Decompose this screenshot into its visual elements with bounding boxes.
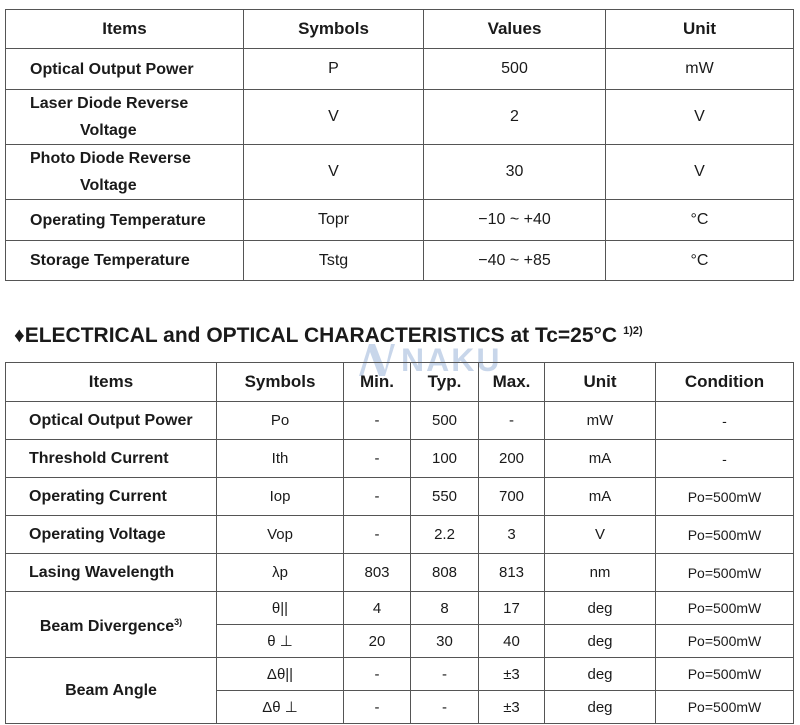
unit-cell: deg [545,592,656,625]
value-cell: 500 [424,49,606,90]
max-cell: 17 [479,592,545,625]
item-cell: Storage Temperature [6,241,244,281]
column-header: Unit [606,10,794,49]
unit-cell: V [545,516,656,554]
value-cell: −10 ~ +40 [424,200,606,241]
item-cell: Beam Angle [6,658,217,724]
item-cell [6,145,244,200]
item-line: Voltage [80,122,137,139]
unit-cell: mW [545,402,656,440]
unit-cell: mW [606,49,794,90]
item-cell: Operating Temperature [6,200,244,241]
unit-cell: mA [545,440,656,478]
column-header: Symbols [244,10,424,49]
table-row [6,440,794,478]
value-cell: −40 ~ +85 [424,241,606,281]
column-header: Typ. [411,363,479,402]
value-cell: 2 [424,90,606,145]
condition-cell: Po=500mW [656,554,794,592]
table-header-row [6,10,794,49]
item-line: Laser Diode Reverse [30,95,189,112]
item-line: Voltage [80,177,137,194]
item-cell: Optical Output Power [6,49,244,90]
condition-cell: - [656,402,794,440]
symbol-cell: Ith [217,440,344,478]
max-cell: 200 [479,440,545,478]
typ-cell: 550 [411,478,479,516]
symbol-cell: Po [217,402,344,440]
unit-cell: V [606,90,794,145]
condition-cell: Po=500mW [656,691,794,724]
item-cell [6,90,244,145]
symbol-cell: V [244,90,424,145]
table-row [6,402,794,440]
typ-cell: 30 [411,625,479,658]
typ-cell: 100 [411,440,479,478]
section-heading-text: ♦ELECTRICAL and OPTICAL CHARACTERISTICS at Tc=25°C [14,324,618,347]
item-cell: Lasing Wavelength [6,554,217,592]
min-cell: 4 [344,592,411,625]
max-cell: 700 [479,478,545,516]
condition-cell: - [656,440,794,478]
symbol-cell: Vop [217,516,344,554]
condition-cell: Po=500mW [656,478,794,516]
item-cell [6,592,217,658]
table-row [6,554,794,592]
typ-cell: 8 [411,592,479,625]
electrical-optical-table [5,362,794,724]
symbol-cell: θ ⊥ [217,625,344,658]
item-cell: Threshold Current [6,440,217,478]
symbol-cell: P [244,49,424,90]
item-cell: Optical Output Power [6,402,217,440]
column-header: Unit [545,363,656,402]
min-cell: - [344,402,411,440]
condition-cell: Po=500mW [656,658,794,691]
max-cell: ±3 [479,691,545,724]
table-row [6,592,794,625]
min-cell: - [344,691,411,724]
unit-cell: deg [545,691,656,724]
condition-cell: Po=500mW [656,516,794,554]
unit-cell: °C [606,241,794,281]
column-header: Min. [344,363,411,402]
typ-cell: - [411,658,479,691]
table-row [6,516,794,554]
min-cell: - [344,478,411,516]
unit-cell: nm [545,554,656,592]
symbol-cell: λp [217,554,344,592]
unit-cell: V [606,145,794,200]
typ-cell: 2.2 [411,516,479,554]
item-footnote: 3) [174,617,183,627]
typ-cell: - [411,691,479,724]
column-header: Items [6,363,217,402]
table-row [6,90,794,145]
typ-cell: 500 [411,402,479,440]
symbol-cell: Δθ ⊥ [217,691,344,724]
symbol-cell: Iop [217,478,344,516]
item-line: Photo Diode Reverse [30,150,191,167]
unit-cell: deg [545,658,656,691]
symbol-cell: Tstg [244,241,424,281]
column-header: Max. [479,363,545,402]
absolute-ratings-table [5,9,794,281]
column-header: Condition [656,363,794,402]
max-cell: 813 [479,554,545,592]
item-cell: Operating Voltage [6,516,217,554]
unit-cell: deg [545,625,656,658]
value-cell: 30 [424,145,606,200]
item-label: Beam Divergence [39,618,175,635]
column-header: Symbols [217,363,344,402]
heading-footnote: 1)2) [623,325,643,337]
min-cell: 20 [344,625,411,658]
min-cell: - [344,658,411,691]
min-cell: 803 [344,554,411,592]
symbol-cell: Δθ|| [217,658,344,691]
min-cell: - [344,516,411,554]
max-cell: 3 [479,516,545,554]
table-row [6,145,794,200]
unit-cell: mA [545,478,656,516]
table-header-row [6,363,794,402]
table-row [6,658,794,691]
min-cell: - [344,440,411,478]
condition-cell: Po=500mW [656,592,794,625]
condition-cell: Po=500mW [656,625,794,658]
symbol-cell: θ|| [217,592,344,625]
column-header: Items [6,10,244,49]
watermark-text: NAKU [401,341,502,378]
column-header: Values [424,10,606,49]
max-cell: - [479,402,545,440]
typ-cell: 808 [411,554,479,592]
max-cell: ±3 [479,658,545,691]
unit-cell: °C [606,200,794,241]
table-row [6,49,794,90]
symbol-cell: V [244,145,424,200]
symbol-cell: Topr [244,200,424,241]
max-cell: 40 [479,625,545,658]
table-row [6,478,794,516]
item-cell: Operating Current [6,478,217,516]
section-heading [14,324,643,348]
table-row [6,200,794,241]
table-row [6,241,794,281]
